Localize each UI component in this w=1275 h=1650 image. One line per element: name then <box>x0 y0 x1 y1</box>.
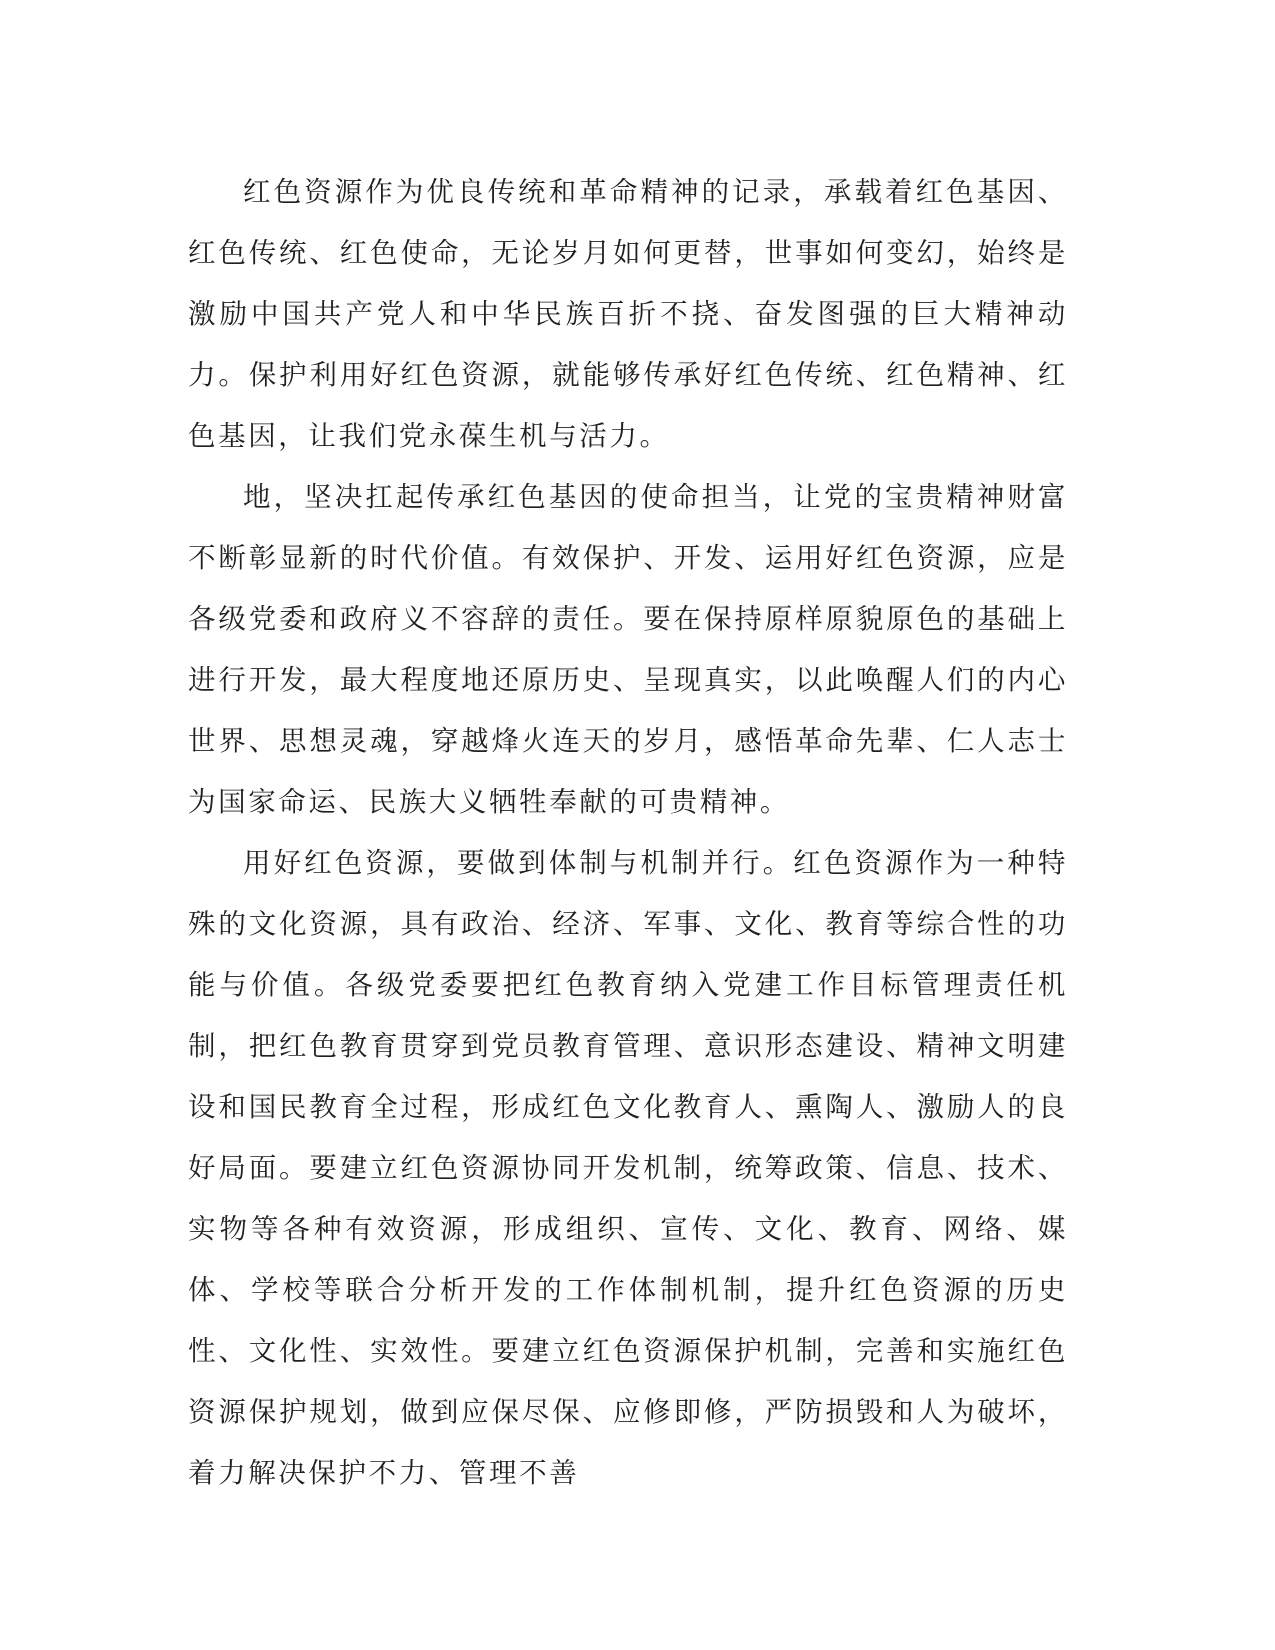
paragraph-2: 地，坚决扛起传承红色基因的使命担当，让党的宝贵精神财富不断彰显新的时代价值。有效保护、开发、运用好红色资源，应是各级党委和政府义不容辞的责任。要在保持原样原貌原色的基础上进行开发，最大程度地还原历史、呈现真实，以此唤醒人们的内心世界、思想灵魂，穿越烽火连天的岁月，感悟革命先辈、仁人志士为国家命运、民族大义牺牲奉献的可贵精神。 <box>188 481 1068 818</box>
paragraph-3: 用好红色资源，要做到体制与机制并行。红色资源作为一种特殊的文化资源，具有政治、经济、军事、文化、教育等综合性的功能与价值。各级党委要把红色教育纳入党建工作目标管理责任机制，把红色教育贯穿到党员教育管理、意识形态建设、精神文明建设和国民教育全过程，形成红色文化教育人、熏陶人、激励人的良好局面。要建立红色资源协同开发机制，统筹政策、信息、技术、实物等各种有效资源，形成组织、宣传、文化、教育、网络、媒体、学校等联合分析开发的工作体制机制，提升红色资源的历史性、文化性、实效性。要建立红色资源保护机制，完善和实施红色资源保护规划，做到应保尽保、应修即修，严防损毁和人为破坏，着力解决保护不力、管理不善 <box>188 847 1068 1489</box>
paragraph-1: 红色资源作为优良传统和革命精神的记录，承载着红色基因、红色传统、红色使命，无论岁月如何更替，世事如何变幻，始终是激励中国共产党人和中华民族百折不挠、奋发图强的巨大精神动力。保护利用好红色资源，就能够传承好红色传统、红色精神、红色基因，让我们党永葆生机与活力。 <box>188 176 1068 452</box>
document-body <box>188 162 1068 1504</box>
